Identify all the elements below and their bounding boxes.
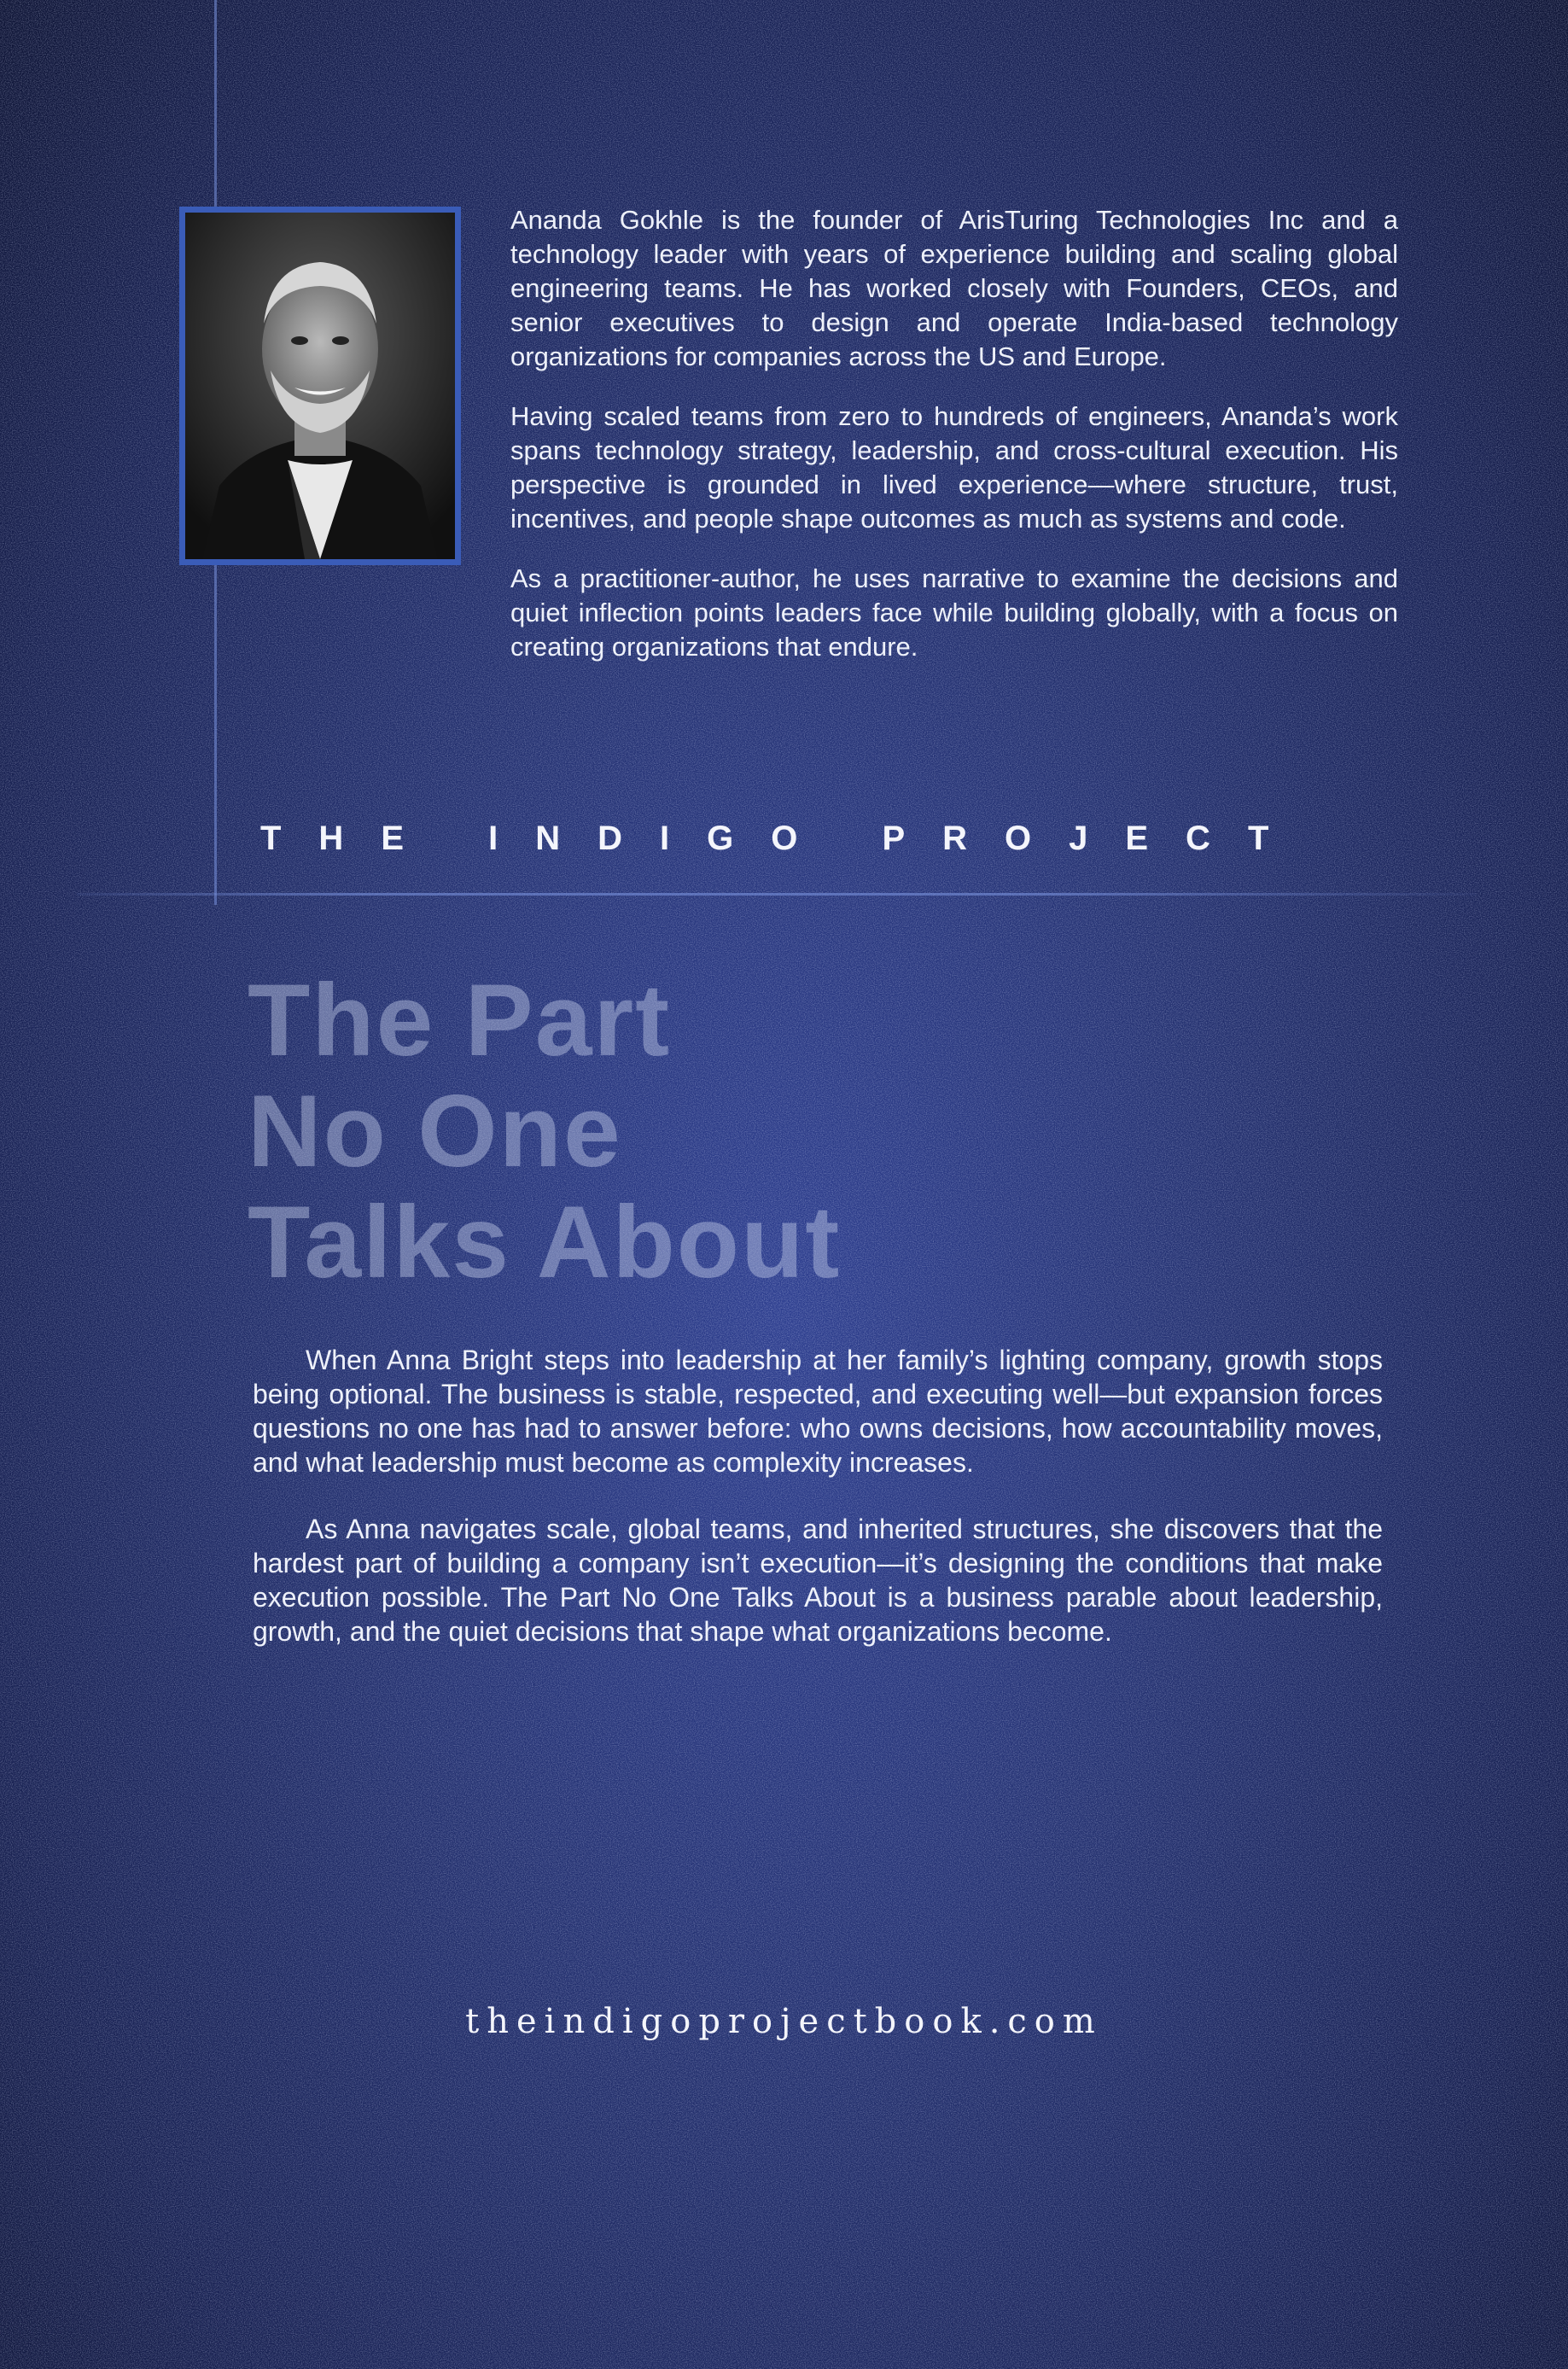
bio-paragraph: As a practitioner-author, he uses narrative to examine the decisions and quiet inflection points leaders face while building globally, with a focus on creating organizations that endure. <box>510 563 1398 662</box>
bio-paragraph: Having scaled teams from zero to hundreds of engineers, Ananda’s work spans technology strategy, leadership, and cross-cultural execution. His perspective is grounded in lived experience—where structure, trust, incentives, and people shape outcomes as much as systems and code. <box>510 401 1398 534</box>
author-portrait-image <box>185 213 455 559</box>
bio-paragraph: Ananda Gokhle is the founder of ArisTuring Technologies Inc and a technology leader with years of experience building and scaling global engineering teams. He has worked closely with Founders, CEOs, and senior executives to design and operate India-based technology organizations for companies across the US and Europe. <box>510 205 1398 371</box>
horizontal-accent-line <box>77 893 1477 896</box>
book-title <box>248 965 841 1298</box>
series-title: THE INDIGO PROJECT <box>260 820 1307 857</box>
author-bio <box>510 203 1398 690</box>
book-title-line: Talks About <box>248 1185 842 1299</box>
website-url: theindigoprojectbook.com <box>465 2002 1103 2041</box>
blurb-paragraph: As Anna navigates scale, global teams, and inherited structures, she discovers that the hardest part of building a company isn’t execution—it’s designing the conditions that make execution possible. The Part No One Talks About is a business parable about leadership, growth, and the quiet decisions that shape what organizations become. <box>253 1514 1383 1647</box>
blurb-paragraph: When Anna Bright steps into leadership at her family’s lighting company, growth stops being optional. The business is stable, respected, and executing well—but expansion forces questions no one has had to answer before: who owns decisions, how accountability moves, and what leadership must become as complexity increases. <box>253 1345 1383 1478</box>
author-photo <box>179 207 461 565</box>
book-blurb <box>253 1343 1383 1681</box>
book-title-line: No One <box>248 1074 622 1188</box>
book-title-line: The Part <box>248 963 672 1077</box>
